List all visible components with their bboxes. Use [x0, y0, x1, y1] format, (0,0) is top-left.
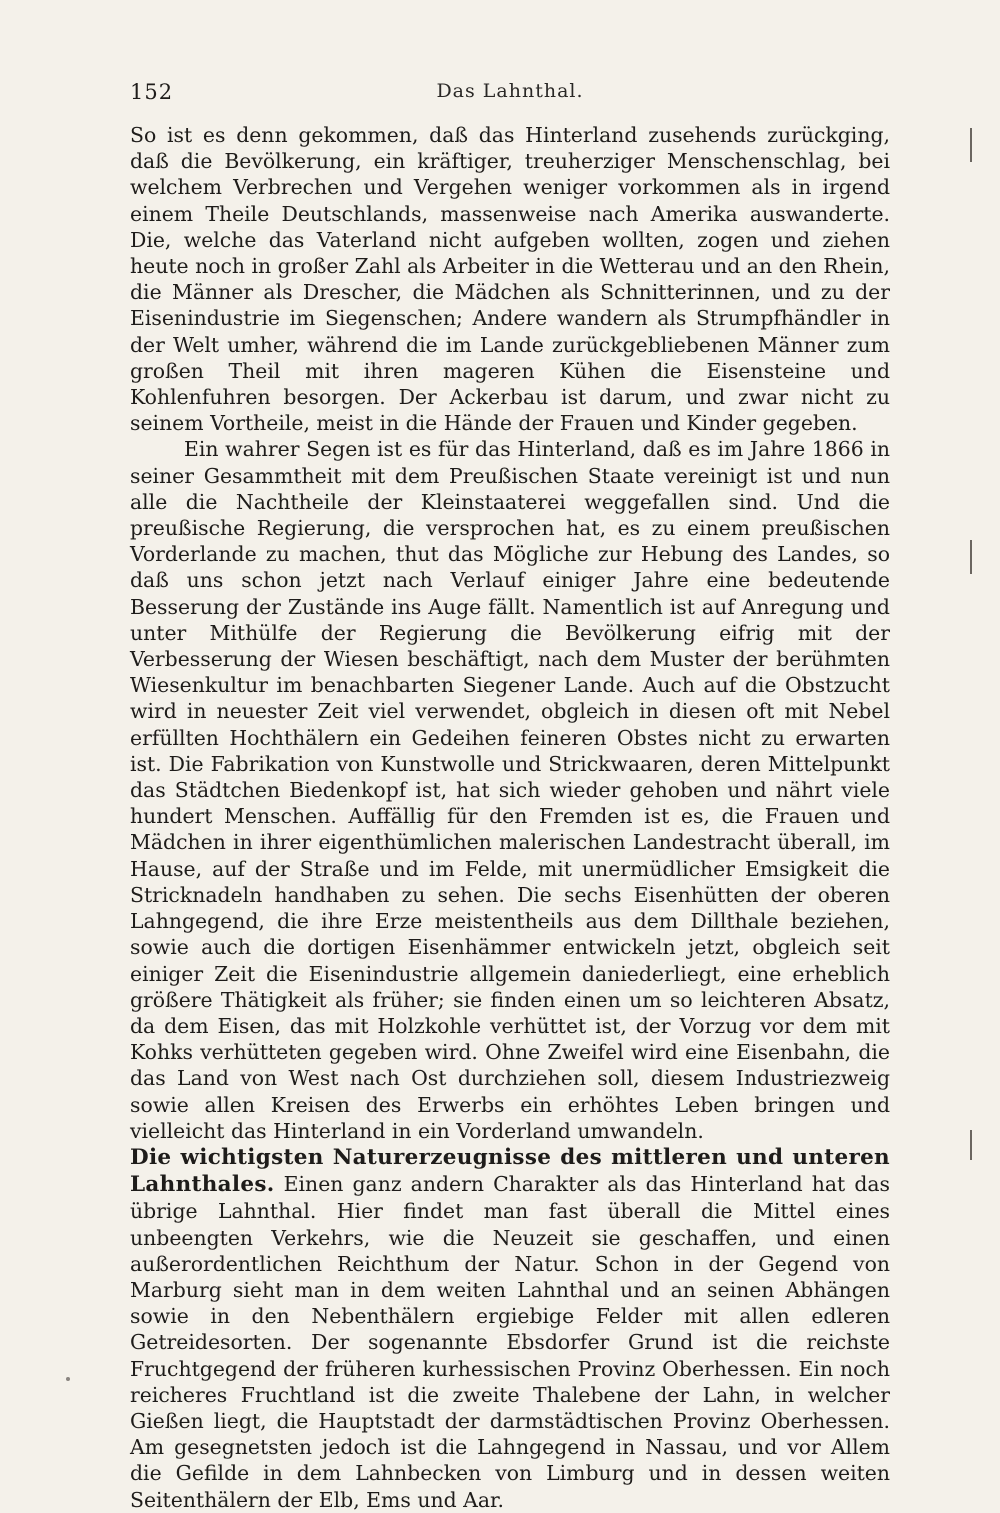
margin-mark	[970, 540, 972, 574]
margin-mark	[970, 1130, 972, 1160]
section-paragraph	[130, 1144, 890, 1513]
page-header	[130, 80, 890, 110]
section-heading: Die wichtigsten Naturerzeugnisse des mittleren und unteren Lahnthales.	[130, 1144, 890, 1198]
paragraph-hinterland-prussia: Ein wahrer Segen ist es für das Hinterland, daß es im Jahre 1866 in seiner Gesammtheit mit dem Preußischen Staate vereinigt ist und nun alle die Nachtheile der Kleinstaaterei weggefallen sind. Und die preußische Regierung, die versprochen hat, es zu einem preußischen Vorderlande zu machen, thut das Mögliche zur Hebung des Landes, so daß uns schon jetzt nach Verlauf einiger Jahre eine bedeutende Besserung der Zustände ins Auge fällt. Namentlich ist auf Anregung und unter Mithülfe der Regierung die Bevölkerung eifrig mit der Verbesserung der Wiesen beschäftigt, nach dem Muster der berühmten Wiesenkultur im benachbarten Siegener Lande. Auch auf die Obstzucht wird in neuester Zeit viel verwendet, obgleich in diesen oft mit Nebel erfüllten Hochthälern ein Gedeihen feineren Obstes nicht zu erwarten ist. Die Fabrikation von Kunstwolle und Strickwaaren, deren Mittelpunkt das Städtchen Biedenkopf ist, hat sich wieder gehoben und nährt viele hundert Menschen. Auffällig für den Fremden ist es, die Frauen und Mädchen in ihrer eigenthümlichen malerischen Landestracht überall, im Hause, auf der Straße und im Felde, mit unermüdlicher Emsigkeit die Stricknadeln handhaben zu sehen. Die sechs Eisenhütten der oberen Lahngegend, die ihre Erze meistentheils aus dem Dillthale beziehen, sowie auch die dortigen Eisenhämmer entwickeln jetzt, obgleich seit einiger Zeit die Eisenindustrie allgemein daniederliegt, eine erheblich größere Thätigkeit als früher; sie finden einen um so leichteren Absatz, da dem Eisen, das mit Holzkohle verhüttet ist, der Vorzug vor dem mit Kohks verhütteten gegeben wird. Ohne Zweifel wird eine Eisenbahn, die das Land von West nach Ost durchziehen soll, diesem Industriezweig sowie allen Kreisen des Erwerbs ein erhöhtes Leben bringen und vielleicht das Hinterland in ein Vorderland umwandeln.	[130, 437, 890, 1143]
body-text	[130, 122, 890, 1513]
running-title: Das Lahnthal.	[436, 80, 584, 102]
paper-speck	[66, 1377, 70, 1381]
page-number: 152	[130, 80, 174, 104]
section-body: Einen ganz andern Charakter als das Hinterland hat das übrige Lahnthal. Hier findet man fast überall die Mittel eines unbeengten Verkehrs, wie die Neuzeit sie geschaffen, und einen außerordentlichen Reichthum der Natur. Schon in der Gegend von Marburg sieht man in dem weiten Lahnthal und an seinen Abhängen sowie in den Nebenthälern ergiebige Felder mit allen edleren Getreidesorten. Der sogenannte Ebsdorfer Grund ist die reichste Fruchtgegend der früheren kurhessischen Provinz Oberhessen. Ein noch reicheres Fruchtland ist die zweite Thalebene der Lahn, in welcher Gießen liegt, die Hauptstadt der darmstädtischen Provinz Oberhessen. Am gesegnetsten jedoch ist die Lahngegend in Nassau, und vor Allem die Gefilde in dem Lahnbecken von Limburg und in dessen weiten Seitenthälern der Elb, Ems und Aar.	[130, 1172, 891, 1512]
paragraph-emigration: So ist es denn gekommen, daß das Hinterland zusehends zurückging, daß die Bevölkerung, ein kräftiger, treuherziger Menschenschlag, bei welchem Verbrechen und Vergehen weniger vorkommen als in irgend einem Theile Deutschlands, massenweise nach Amerika auswanderte. Die, welche das Vaterland nicht aufgeben wollten, zogen und ziehen heute noch in großer Zahl als Arbeiter in die Wetterau und an den Rhein, die Männer als Drescher, die Mädchen als Schnitterinnen, und zu der Eisenindustrie im Siegenschen; Andere wandern als Strumpfhändler in der Welt umher, während die im Lande zurückgebliebenen Männer zum großen Theil mit ihren mageren Kühen die Eisensteine und Kohlenfuhren besorgen. Der Ackerbau ist darum, und zwar nicht zu seinem Vortheile, meist in die Hände der Frauen und Kinder gegeben.	[130, 123, 890, 436]
margin-mark	[970, 128, 972, 162]
